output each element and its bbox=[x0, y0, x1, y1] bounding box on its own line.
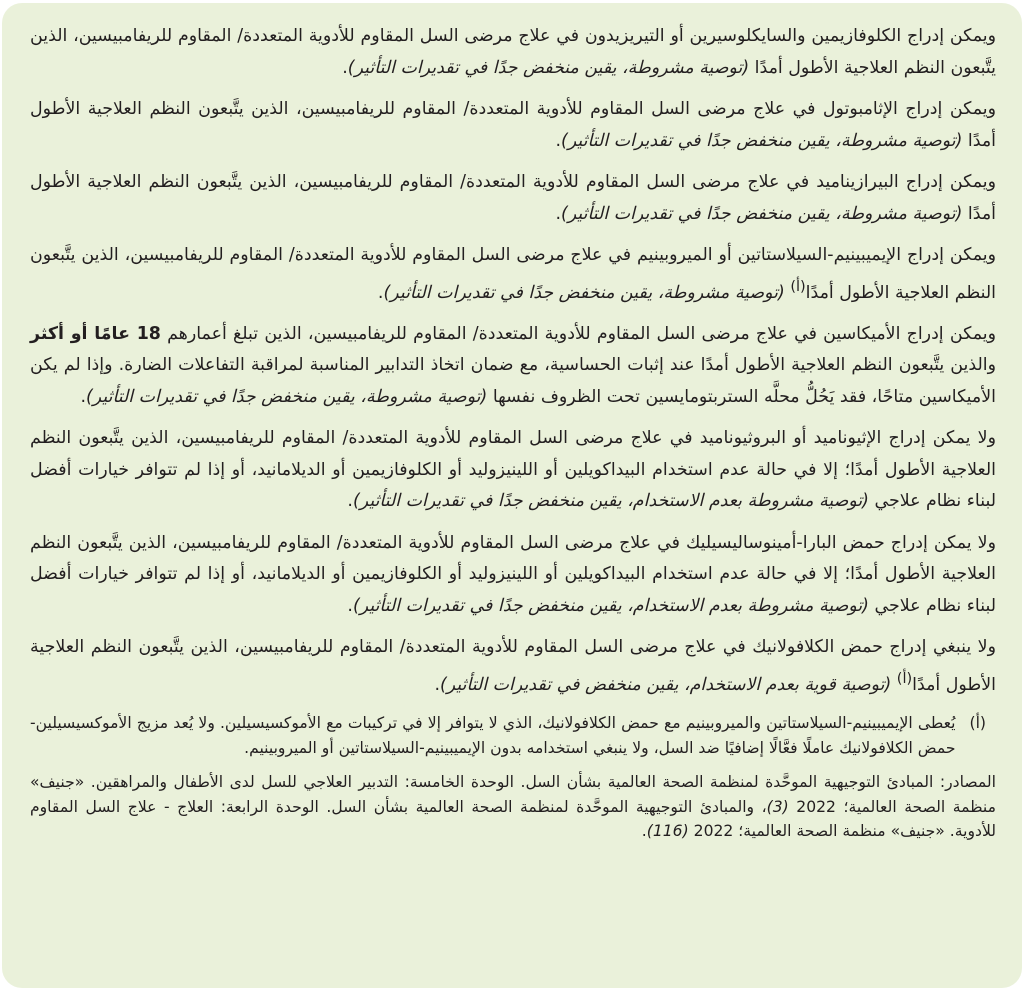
recommendation-tail: . bbox=[80, 386, 86, 407]
recommendation-text-continued: والذين يتَّبعون النظم العلاجية الأطول أمدًا عند إثبات الحساسية، مع ضمان اتخاذ التدابير المناسبة لمراقبة التفاعلات الضارة. وإذا لم يكن الأميكاسين متاحًا، فقد يَحُلُّ محلَّه الستربتومايسين تحت الظروف نفسها bbox=[30, 355, 996, 407]
recommendation-text: ويمكن إدراج الأميكاسين في علاج مرضى السل المقاوم للأدوية المتعددة/ المقاوم للريفامبيسين، الذين تبلغ أعمارهم bbox=[160, 323, 996, 344]
recommendation-grade: (توصية قوية بعدم الاستخدام، يقين منخفض في تقديرات التأثير) bbox=[440, 674, 897, 695]
recommendation-ethambutol bbox=[30, 94, 996, 157]
footnote-text: يُعطى الإيميبينيم-السيلاستاتين والميروبينيم مع حمض الكلافولانيك، الذي لا يتوافر إلا في تركيبات مع الأموكسيسيلين. ولا يُعد مزيج الأموكسيسيلين-حمض الكلافولانيك عاملًا فعَّالًا إضافيًا ضد السل، ولا ينبغي استخدامه بدون الإيميبينيم-السيلاستاتين أو الميروبينيم. bbox=[30, 714, 956, 757]
recommendation-imipenem bbox=[30, 240, 996, 309]
source-text: . bbox=[641, 822, 647, 841]
footnote-mark: (أ) bbox=[969, 714, 986, 733]
recommendation-clofazimine bbox=[30, 21, 996, 84]
recommendation-text: ولا ينبغي إدراج حمض الكلافولانيك في علاج مرضى السل المقاوم للأدوية المتعددة/ المقاوم للريفامبيسين، الذين يتَّبعون النظم العلاجية الأطول أمدًا bbox=[30, 637, 996, 695]
recommendation-text: ويمكن إدراج البيرازيناميد في علاج مرضى السل المقاوم للأدوية المتعددة/ المقاوم للريفامبيسين، الذين يتَّبعون النظم العلاجية الأطول أمدًا bbox=[30, 172, 996, 224]
recommendation-clavulanic-acid bbox=[30, 632, 996, 701]
recommendation-grade: (توصية مشروطة، يقين منخفض جدًا في تقديرات التأثير) bbox=[85, 386, 488, 407]
recommendation-pyrazinamide bbox=[30, 167, 996, 230]
recommendation-text: ولا يمكن إدراج الإثيوناميد أو البروثيوناميد في علاج مرضى السل المقاوم للأدوية المتعددة/ المقاوم للريفامبيسين، الذين يتَّبعون النظم العلاجية الأطول أمدًا؛ إلا في حالة عدم استخدام البيداكويلين أو اللينيزوليد أو الكلوفازيمين أو الديلامانيد، أو إذا لم تتوافر خيارات أفضل لبناء نظام علاجي bbox=[30, 428, 996, 512]
source-reference: (116) bbox=[646, 822, 689, 841]
recommendation-grade: (توصية مشروطة بعدم الاستخدام، يقين منخفض جدًا في تقديرات التأثير) bbox=[352, 595, 869, 616]
recommendation-amikacin bbox=[30, 319, 996, 414]
recommendation-tail: . bbox=[342, 57, 348, 78]
recommendation-text: ويمكن إدراج الإثامبوتول في علاج مرضى السل المقاوم للأدوية المتعددة/ المقاوم للريفامبيسين، الذين يتَّبعون النظم العلاجية الأطول أمدًا bbox=[30, 99, 996, 151]
recommendation-grade: (توصية مشروطة، يقين منخفض جدًا في تقديرات التأثير) bbox=[383, 282, 791, 303]
footnote-reference: (أ) bbox=[896, 670, 913, 687]
recommendation-tail: . bbox=[434, 674, 440, 695]
source-reference: (3) bbox=[766, 797, 789, 816]
source-text: ، والمبادئ التوجيهية الموحَّدة لمنظمة الصحة العالمية بشأن السل. الوحدة الرابعة: العلاج - علاج السل المقاوم للأدوية. «جنيف» منظمة الصحة العالمية؛ 2022 bbox=[30, 797, 996, 841]
recommendation-tail: . bbox=[377, 282, 384, 303]
recommendation-text: ويمكن إدراج الإيميبينيم-السيلاستاتين أو الميروبينيم في علاج مرضى السل المقاوم للأدوية المتعددة/ المقاوم للريفامبيسين، الذين يتَّبعون النظم العلاجية الأطول أمدًا bbox=[30, 245, 996, 303]
source-text: المصادر: المبادئ التوجيهية الموحَّدة لمنظمة الصحة العالمية بشأن السل. الوحدة الخامسة: التدبير العلاجي للسل لدى الأطفال والمراهقين. «جنيف» منظمة الصحة العالمية؛ 2022 bbox=[30, 773, 996, 816]
recommendation-grade: (توصية مشروطة بعدم الاستخدام، يقين منخفض جدًا في تقديرات التأثير) bbox=[352, 491, 869, 512]
recommendation-grade: (توصية مشروطة، يقين منخفض جدًا في تقديرات التأثير) bbox=[561, 130, 963, 151]
recommendations-box bbox=[2, 3, 1022, 988]
recommendation-text: ويمكن إدراج الكلوفازيمين والسايكلوسيرين أو التيريزيدون في علاج مرضى السل المقاوم للأدوية المتعددة/ المقاوم للريفامبيسين، الذين يتَّبعون النظم العلاجية الأطول أمدًا bbox=[30, 26, 996, 78]
footnote bbox=[30, 711, 996, 760]
recommendation-text: ولا يمكن إدراج حمض البارا-أمينوساليسيليك في علاج مرضى السل المقاوم للأدوية المتعددة/ المقاوم للريفامبيسين، الذين يتَّبعون النظم العلاجية الأطول أمدًا؛ إلا في حالة عدم استخدام البيداكويلين أو اللينيزوليد أو الكلوفازيمين أو الديلامانيد، أو إذا لم تتوافر خيارات أفضل لبناء نظام علاجي bbox=[30, 532, 996, 616]
recommendation-tail: . bbox=[555, 203, 562, 224]
sources bbox=[30, 770, 996, 844]
recommendation-tail: . bbox=[347, 491, 353, 512]
recommendation-tail: . bbox=[555, 130, 562, 151]
recommendation-pas bbox=[30, 528, 996, 623]
recommendation-grade: (توصية مشروطة، يقين منخفض جدًا في تقديرات التأثير) bbox=[347, 57, 750, 78]
recommendation-grade: (توصية مشروطة، يقين منخفض جدًا في تقديرات التأثير) bbox=[561, 203, 963, 224]
recommendation-tail: . bbox=[347, 595, 353, 616]
age-threshold: 18 عامًا أو أكثر bbox=[30, 323, 161, 344]
footnote-reference: (أ) bbox=[790, 278, 806, 295]
recommendation-ethionamide bbox=[30, 423, 996, 518]
